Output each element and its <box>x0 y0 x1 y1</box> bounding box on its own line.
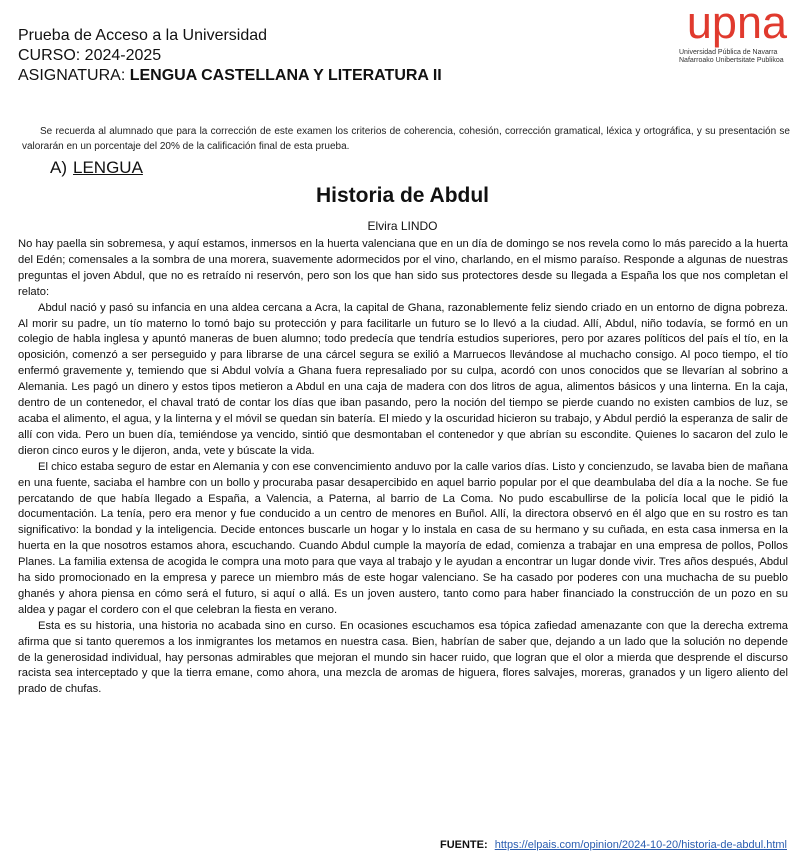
source-link[interactable]: https://elpais.com/opinion/2024-10-20/historia-de-abdul.html <box>494 839 787 851</box>
article-title: Historia de Abdul <box>315 184 490 207</box>
exam-header <box>18 26 618 86</box>
subject-line <box>18 66 618 86</box>
grading-reminder: Se recuerda al alumnado que para la corrección de este examen los criterios de coherencia, cohesión, corrección gramatical, léxica y ortográfica, y su presentación se valorarán en un porcentaje del 20% de la calificación final de esta prueba. <box>22 126 790 152</box>
logo-subtitle-eu: Nafarroako Unibertsitate Publikoa <box>679 57 784 64</box>
section-word: LENGUA <box>73 158 143 177</box>
section-letter: A) <box>50 158 67 177</box>
source-label: FUENTE: <box>439 839 488 851</box>
article-paragraph-2: Abdul nació y pasó su infancia en una aldea cercana a Acra, la capital de Ghana, razonablemente feliz siendo criado en un entorno de digna pobreza. Al morir su padre, un tío materno lo tomó bajo su protección y para facilitarle un futuro se lo llevó a la ciudad. Allí, Abdul, niño todavía, se formó en un colegio de habla inglesa y apuntó maneras de buen alumno; todo predecía que tendría estudios superiores, pero por azares políticos del país el tío, en la oposición, comenzó a ser perseguido y para librarse de una cárcel segura se exilió a Marruecos llevándose al muchacho consigo. Al poco tiempo, el tío enfermó gravemente y, temiendo que si Abdul volvía a Ghana fuera represaliado por su culpa, acordó con unos conocidos que se llevarían al sobrino a Alemania. Les pagó un dinero y estos tipos metieron a Abdul en una caja de madera con dos litros de agua, alimentos básicos y una linterna. En la caja, dentro de un contenedor, el chaval trató de contar los días que iban pasando, pero la noción del tiempo se pierde cuando no existen cambios de luz, se acaba el alimento, el agua, y la linterna y el móvil se quedan sin batería. El miedo y la oscuridad hicieron su trabajo, y Abdul perdió la esperanza de salir de allí con vida. Pero un buen día, temiéndose ya vencido, sintió que desmontaban el contenedor y que abrían su escondite. Quienes lo sacaron del zulo le dieron cinco euros y le dijeron, anda, vete y búscate la vida. <box>18 301 788 457</box>
subject-value: LENGUA CASTELLANA Y LITERATURA II <box>129 67 442 84</box>
article-body <box>18 237 788 698</box>
article-paragraph-1: No hay paella sin sobremesa, y aquí estamos, inmersos en la huerta valenciana que en un día de domingo se nos revela como lo más parecido a la huerta del Edén; comensales a la sombra de una morera, suavemente adormecidos por el vino, charlando, en el mismo paraíso. Responde a algunas de nuestras preguntas el joven Abdul, que no es retraído ni reservón, pero son los que han sido sus protectores desde su llegada a España los que nos completan el relato: <box>18 238 788 298</box>
logo-subtitle-es: Universidad Pública de Navarra <box>679 49 778 56</box>
article-paragraph-3: El chico estaba seguro de estar en Alemania y con ese convencimiento anduvo por la calle varios días. Listo y concienzudo, se lavaba bien de mañana en una fuente, saciaba el hambre con un bollo y procuraba pasar desapercibido en aquel barrio popular por el que deambulaba del día a la noche. Se fue percatando de que había llegado a España, a Valencia, a Paterna, al barrio de La Coma. No pudo escabullirse de la policía local que le pidió la documentación. La tenía, pero era menor y fue conducido a un centro de menores en Buñol. Allí, la directora observó en él algo que en su rostro es tan significativo: la bondad y la inteligencia. Decide entonces buscarle un hogar y lo instala en casa de su hermano y su cuñada, en esta casa inmersa en la huerta en la que nosotros estamos ahora, escuchando. Cuando Abdul cumple la mayoría de edad, comienza a trabajar en una empresa de pollos, Pollos Planes. La familia extensa de acogida le compra una moto para que vaya al trabajo y le ayudan a encontrar un lugar donde vivir. Tres años después, Abdul ha sido promocionado en la empresa y parece un miembro más de este hogar valenciano. Se ha casado por poderes con una muchacha de su pueblo ghanés y ahora piensa en cómo será el futuro, si aquí o allá. Es un joven austero, tanto como para haber financiado la construcción de un pozo en su aldea y pagar el cordero con el que celebran la fiesta en verano. <box>18 460 788 616</box>
subject-label: ASIGNATURA: <box>18 67 130 84</box>
article-paragraph-4: Esta es su historia, una historia no acabada sino en curso. En ocasiones escuchamos esa tópica zafiedad amenazante con que la derecha extrema afirma que si tanto queremos a los inmigrantes los metamos en nuestra casa. Bien, habrían de saber que, dejando a un lado que la solución no depende de la generosidad individual, hay personas admirables que mejoran el mundo sin hacer ruido, que logran que el olor a mierda que desprende el discurso racista sea interceptado y que la tierra emane, como ahora, una mezcla de aromas de higuera, flores salvajes, moreras, granados y un ligero aliento del prado de chufas. <box>18 619 788 696</box>
course-year: CURSO: 2024-2025 <box>18 47 162 64</box>
logo-wordmark: upna <box>686 0 787 48</box>
exam-title: Prueba de Acceso a la Universidad <box>18 27 268 44</box>
upna-logo <box>667 0 787 65</box>
source-citation <box>440 838 787 852</box>
article-author: Elvira LINDO <box>367 219 438 233</box>
section-heading <box>50 158 143 178</box>
